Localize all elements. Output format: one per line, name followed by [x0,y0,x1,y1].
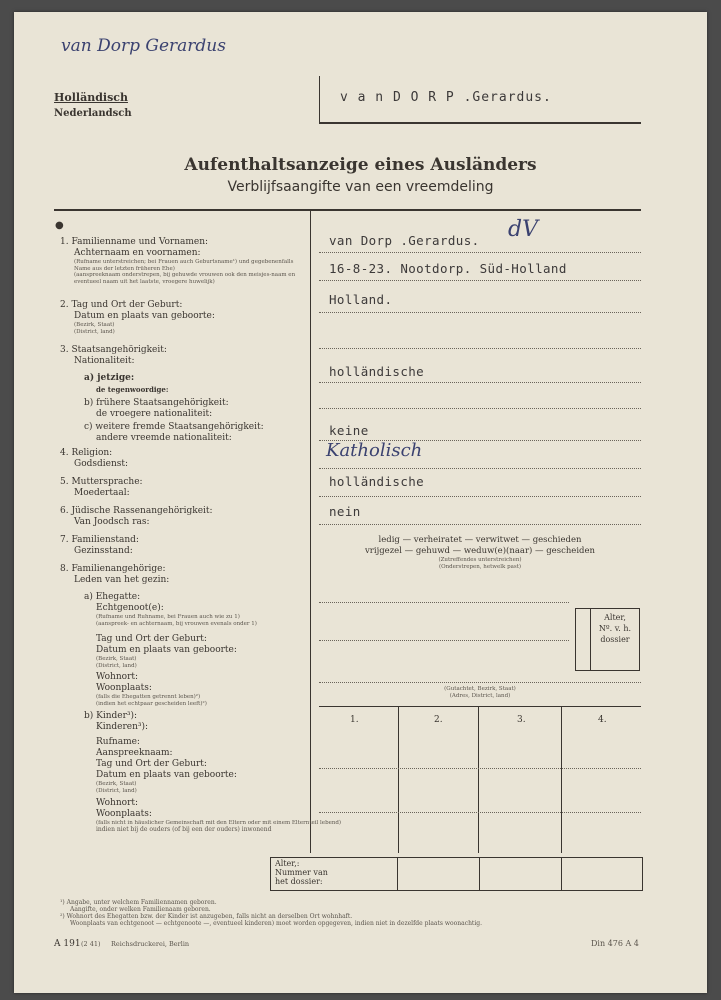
nationality-header-nl: Nederlandsch [54,108,132,119]
field-8a-birth-label: Tag und Ort der Geburt: Datum en plaats van geboorte: (Bezirk, Staat) (District, land) [96,634,237,669]
handwritten-name: van Dorp Gerardus [61,36,226,56]
field-3c-label: c) weitere fremde Staatsangehörigkeit: andere vreemde nationaliteit: [84,422,264,443]
field-7-label: 7. Familienstand: Gezinsstand: [60,535,139,556]
row-rule [319,468,641,469]
row-rule [319,252,641,253]
form-sheet [14,12,707,993]
value-initials: dV [508,217,538,242]
dossier-table: Alter,: Nummer van het dossier: [270,857,643,891]
din-code: Din 476 A 4 [591,939,639,948]
field-8b-birth-label: Tag und Ort der Geburt: Datum en plaats van geboorte: (Bezirk, Staat) (District, land) [96,759,237,794]
form-title-de: Aufenthaltsanzeige eines Ausländers [184,155,537,175]
child-col-3: 3. [517,715,526,725]
name-box-value: v a n D O R P .Gerardus. [340,90,552,105]
field-8-label: 8. Familienangehörige: Leden van het gezin: [60,564,170,585]
form-code-date: (2 41) [81,940,101,948]
field-2-label: 2. Tag und Ort der Geburt: Datum en plaats van geboorte: (Bezirk, Staat) (District, land) [60,300,215,335]
column-divider [310,210,311,853]
row-rule [319,348,641,349]
address-note: (Gutachtet, Bezirk, Staat) (Adres, District, land) [444,686,516,699]
value-birth: 16-8-23. Nootdorp. Süd-Holland [329,261,567,276]
header-rule [54,209,641,211]
row-rule [319,602,569,603]
marital-options: ledig — verheiratet — verwitwet — geschieden vrijgezel — gehuwd — weduw(e)(naar) — gescheiden (Zutreffendes unterstreichen) (Onderstrepen, hetwelk past) [365,535,595,570]
field-8b-first-label: Rufname: Aanspreeknaam: [96,737,173,758]
field-8b-home-label: Wohnort: Woonplaats: (falls nicht in häuslicher Gemeinschaft mit den Eltern oder mit einem Elternteil lebend) indien niet bij de ouders (of bij een der ouders) inwonend [96,798,342,833]
value-nationality: holländische [329,364,425,379]
field-4-label: 4. Religion: Godsdienst: [60,448,129,469]
bullet-mark: ● [55,220,64,231]
value-birth-country: Holland. [329,292,393,307]
children-col-divider [561,706,562,853]
row-rule [319,312,641,313]
form-title-nl: Verblijfsaangifte van een vreemdeling [227,179,494,195]
child-col-4: 4. [598,715,607,725]
name-box-left-border [319,76,320,123]
row-rule [319,812,641,813]
child-col-1: 1. [350,715,359,725]
footnotes: ¹) Angabe, unter welchem Familiennamen geboren. Aangifte, onder welken Familienaam geboren. ²) Wohnort des Ehegatten bzw. der Kinder ist anzugeben, falls nicht an derselben Ort wohnhaft. Woonplaats van echtgenoot — echtgenoote —, eventueel kinderen) moet worden opgegeven, indien niet in dezelfde plaats woonachtig. [60,899,483,927]
row-rule [319,382,641,383]
child-col-2: 2. [434,715,443,725]
nationality-header-de: Holländisch [54,91,128,104]
row-rule [319,640,569,641]
value-other-nationality: keine [329,423,369,438]
field-3-label: 3. Staatsangehörigkeit: Nationaliteit: [60,345,167,366]
form-code: A 191 [54,939,81,949]
field-6-label: 6. Jüdische Rassenangehörigkeit: Van Joodsch ras: [60,506,213,527]
value-name: van Dorp .Gerardus. [329,233,480,248]
field-3b-label: b) frühere Staatsangehörigkeit: de vroegere nationaliteit: [84,398,229,419]
field-8b-label: b) Kinder³): Kinderen³): [84,711,149,732]
dossier-box: Alter, Nº. v. h. dossier [575,608,640,671]
field-8a-label: a) Ehegatte: Echtgenoot(e): (Rufname und Ruhname, bei Frauen auch wie zu 1) (aanspreek- en achternaam, bij vrouwen evenals onder 1) [84,592,257,627]
row-rule [319,408,641,409]
children-col-divider [478,706,479,853]
row-rule [319,768,641,769]
value-jewish: nein [329,504,361,519]
name-box-bottom-border [319,122,641,124]
row-rule [319,496,641,497]
value-religion: Katholisch [326,440,423,461]
field-5-label: 5. Muttersprache: Moedertaal: [60,477,143,498]
row-rule [319,280,641,281]
row-rule [319,524,641,525]
children-table-top [319,706,641,707]
value-mother-tongue: holländische [329,474,425,489]
field-3a-label: a) jetzige: de tegenwoordige: [84,373,169,394]
row-rule [319,682,641,683]
children-col-divider [398,706,399,853]
printer: Reichsdruckerei, Berlin [111,940,190,948]
field-1-label: 1. Familienname und Vornamen: Achternaam en voornamen: (Rufname unterstreichen; bei Frauen auch Geburtsname¹) und gegebenenfalls Name aus der letzten früheren Ehe) (aanspreeknaam onderstrepen, bij gehuwde vrouwen ook den meisjes-naam en eventueel naam uit het laatste, vroegere huwelijk) [60,237,296,285]
field-8a-home-label: Wohnort: Woonplaats: (falls die Ehegatten getrennt leben)²) (indien het echtpaar gescheiden leeft)²) [96,672,207,707]
